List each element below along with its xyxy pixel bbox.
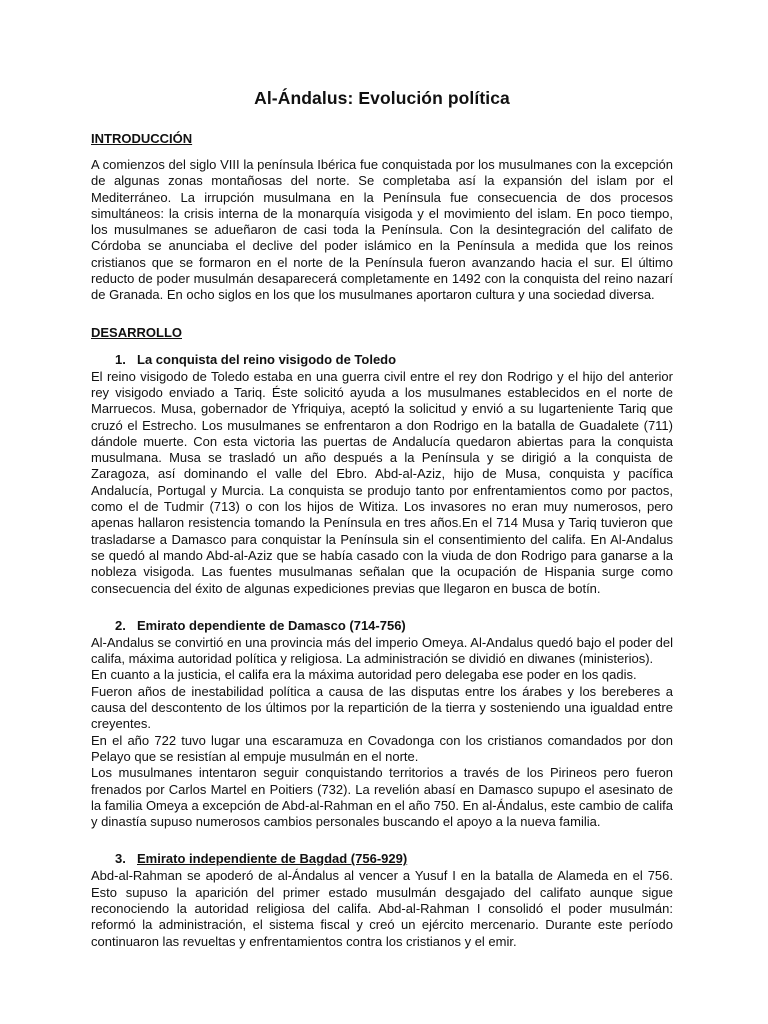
- section-1-title: La conquista del reino visigodo de Toledo: [137, 351, 397, 367]
- section-2-paragraph: En el año 722 tuvo lugar una escaramuza en Covadonga con los cristianos comandados por don Pelayo que se resistían al empuje musulmán en el norte.: [91, 732, 673, 764]
- desarrollo-heading: DESARROLLO: [91, 324, 182, 340]
- document-title: Al-Ándalus: Evolución política: [254, 88, 510, 108]
- section-2-paragraph: Los musulmanes intentaron seguir conquistando territorios a través de los Pirineos pero fueron frenados por Carlos Martel en Poitiers (732). La revelión abasí en Damasco supupo el asesinato de la familia Omeya a excepción de Abd-al-Rahman en el año 750. En al-Ándalus, este cambio de califa y dinastía supuso numerosos cambios personales buscando el apoyo a la nueva familia.: [91, 765, 673, 830]
- section-3-body: [91, 868, 673, 949]
- section-2-paragraph: En cuanto a la justicia, el califa era la máxima autoridad pero delegaba ese poder en los qadis.: [91, 667, 637, 683]
- section-2-body: [91, 635, 673, 831]
- document-body: [91, 86, 673, 950]
- introduccion-paragraph: A comienzos del siglo VIII la península Ibérica fue conquistada por los musulmanes con la excepción de algunas zonas montañosas del norte. Se completaba así la expansión del islam por el Mediterráneo. La irrupción musulmana en la Península fue consecuencia de dos procesos simultáneos: la crisis interna de la monarquía visigoda y el movimiento del islam. En poco tiempo, los musulmanes se adueñaron de casi toda la Península. Con la desintegración del califato de Córdoba se anunciaba el declive del poder islámico en la Península a medida que los reinos cristianos que se formaron en el norte de la Península fueron avanzando hacia el sur. El último reducto de poder musulmán desaparecerá completamente en 1492 con la conquista del reino nazarí de Granada. En ocho siglos en los que los musulmanes aportaron cultura y una sociedad diversa.: [91, 157, 673, 303]
- section-1-number: 1.: [115, 351, 126, 367]
- section-3-paragraph: Abd-al-Rahman se apoderó de al-Ándalus al vencer a Yusuf I en la batalla de Alameda en el 756. Esto supuso la aparición del primer estado musulmán desgajado del califato aunque sigue reconociendo la autoridad religiosa del califa. Abd-al-Rahman I consolidó el poder musulmán: reformó la administración, el sistema fiscal y creó un ejército mercenario. Durante este período continuaron las revueltas y enfrentamientos contra los cristianos y el emir.: [91, 868, 673, 949]
- section-2-title: Emirato dependiente de Damasco (714-756): [137, 617, 406, 633]
- section-3-title: Emirato independiente de Bagdad (756-929): [137, 851, 408, 867]
- section-2-paragraph: Al-Andalus se convirtió en una provincia más del imperio Omeya. Al-Andalus quedó bajo el poder del califa, máxima autoridad política y religiosa. La administración se dividió en diwanes (ministerios).: [91, 634, 673, 667]
- section-2-heading: [91, 617, 673, 634]
- section-2-paragraph: Fueron años de inestabilidad política a causa de las disputas entre los árabes y los bereberes a causa del descontento de los últimos por la repartición de la tierra y sosteniendo una igualdad entre creyentes.: [91, 683, 673, 732]
- section-3-number: 3.: [115, 851, 126, 867]
- section-1-paragraph: El reino visigodo de Toledo estaba en una guerra civil entre el rey don Rodrigo y el hijo del anterior rey visigodo enviado a Tariq. Éste solicitó ayuda a los musulmanes establecidos en el norte de Marruecos. Musa, gobernador de Yfriquiya, aceptó la solicitud y envió a su lugarteniente Tariq que cruzó el Estrecho. Los musulmanes se enfrentaron a don Rodrigo en la batalla de Guadalete (711) dándole muerte. Con esta victoria las puertas de Andalucía quedaron abiertas para la conquista musulmana. Musa se trasladó un año después a la Península y se dirigió a la conquista de Zaragoza, así dominando el valle del Ebro. Abd-al-Aziz, hijo de Musa, conquista y pacífica Andalucía, Portugal y Murcia. La conquista se produjo tanto por enfrentamientos como por pactos, como el de Tudmir (713) o con los hijos de Witiza. Los invasores no eran muy numerosos, pero apenas hallaron resistencia tomando la Península en tres años.En el 714 Musa y Tariq tuvieron que trasladarse a Damasco para conquistar la Península sin el consentimiento del califa. En Al-Andalus se quedó al mando Abd-al-Aziz que se había casado con la viuda de don Rodrigo para ganarse a la nobleza visigoda. Las fuentes musulmanas señalan que la ocupación de Hispania surge como consecuencia del éxito de algunas expediciones previas que llegaron en busca de botín.: [91, 368, 673, 596]
- section-1-body: [91, 369, 673, 597]
- introduccion-heading: INTRODUCCIÓN: [91, 131, 193, 146]
- section-1-heading: [91, 351, 673, 368]
- section-2-number: 2.: [115, 617, 126, 633]
- section-3-heading: [91, 850, 673, 867]
